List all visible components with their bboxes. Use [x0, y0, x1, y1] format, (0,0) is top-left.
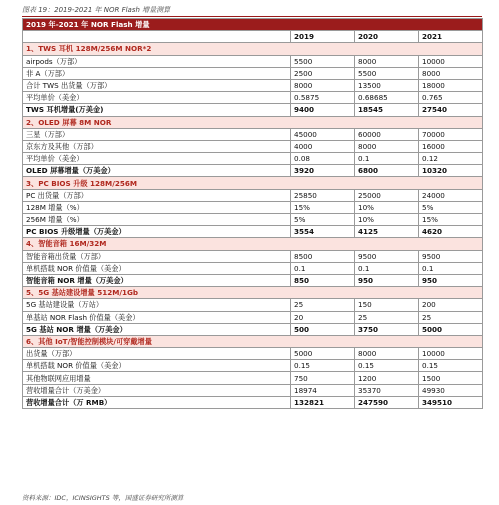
value-cell-2021: 16000 [419, 140, 483, 152]
value-cell-2021: 70000 [419, 128, 483, 140]
value-cell-2020: 150 [355, 299, 419, 311]
year-header: 2019 [291, 31, 355, 43]
value-cell-2019: 18974 [291, 384, 355, 396]
section-header-row [23, 238, 483, 250]
source-note: 资料来源：IDC，ICINSIGHTS 等，国盛证券研究所测算 [22, 494, 184, 502]
value-cell-2019: 5500 [291, 55, 355, 67]
row-label: 合计 TWS 出货量（万部） [23, 79, 291, 91]
table-row [23, 372, 483, 384]
value-cell-2019: 15% [291, 201, 355, 213]
row-label: 其他物联网应用增量 [23, 372, 291, 384]
value-cell-2020: 13500 [355, 79, 419, 91]
table-row [23, 214, 483, 226]
value-cell-2021: 25 [419, 311, 483, 323]
total-row [23, 165, 483, 177]
value-cell-2020: 25000 [355, 189, 419, 201]
value-cell-2020: 0.1 [355, 153, 419, 165]
row-label: 营收增量合计（万美金） [23, 384, 291, 396]
table-row [23, 55, 483, 67]
row-label: 128M 增量（%） [23, 201, 291, 213]
value-cell-2019: 25850 [291, 189, 355, 201]
value-cell-2021: 15% [419, 214, 483, 226]
value-cell-2021: 0.12 [419, 153, 483, 165]
total-row [23, 396, 483, 408]
row-label: TWS 耳机增量(万美金) [23, 104, 291, 116]
value-cell-2021: 10000 [419, 55, 483, 67]
section-title: 3、PC BIOS 升级 128M/256M [23, 177, 483, 189]
value-cell-2020: 0.1 [355, 262, 419, 274]
total-row [23, 104, 483, 116]
value-cell-2021: 49930 [419, 384, 483, 396]
value-cell-2021: 24000 [419, 189, 483, 201]
table-title: 2019 年-2021 年 NOR Flash 增量 [23, 19, 483, 31]
row-label: 出货量（万部） [23, 348, 291, 360]
value-cell-2020: 8000 [355, 348, 419, 360]
value-cell-2020: 18545 [355, 104, 419, 116]
value-cell-2019: 45000 [291, 128, 355, 140]
value-cell-2020: 0.15 [355, 360, 419, 372]
row-label: 256M 增量（%） [23, 214, 291, 226]
table-row [23, 79, 483, 91]
table-row [23, 153, 483, 165]
value-cell-2019: 500 [291, 323, 355, 335]
value-cell-2019: 3554 [291, 226, 355, 238]
value-cell-2019: 3920 [291, 165, 355, 177]
value-cell-2019: 5000 [291, 348, 355, 360]
total-row [23, 226, 483, 238]
row-label: 智能音箱出货量（万部） [23, 250, 291, 262]
total-row [23, 323, 483, 335]
value-cell-2019: 9400 [291, 104, 355, 116]
year-header-row [23, 31, 483, 43]
table-row [23, 92, 483, 104]
value-cell-2019: 25 [291, 299, 355, 311]
value-cell-2019: 8500 [291, 250, 355, 262]
section-header-row [23, 177, 483, 189]
value-cell-2019: 0.15 [291, 360, 355, 372]
value-cell-2020: 4125 [355, 226, 419, 238]
value-cell-2019: 0.5875 [291, 92, 355, 104]
row-label: PC 出货量（万部） [23, 189, 291, 201]
value-cell-2021: 27540 [419, 104, 483, 116]
row-label: 平均单价（美金） [23, 92, 291, 104]
table-row [23, 311, 483, 323]
table-row [23, 384, 483, 396]
value-cell-2021: 0.765 [419, 92, 483, 104]
value-cell-2021: 9500 [419, 250, 483, 262]
table-row [23, 189, 483, 201]
section-title: 6、其他 IoT/智能控制模块/可穿戴增量 [23, 335, 483, 347]
table-row [23, 348, 483, 360]
value-cell-2021: 200 [419, 299, 483, 311]
section-header-row [23, 43, 483, 55]
table-row [23, 262, 483, 274]
table-title-row [23, 19, 483, 31]
section-title: 5、5G 基站建设增量 512M/1Gb [23, 287, 483, 299]
value-cell-2020: 35370 [355, 384, 419, 396]
value-cell-2019: 132821 [291, 396, 355, 408]
value-cell-2021: 8000 [419, 67, 483, 79]
value-cell-2021: 950 [419, 274, 483, 286]
value-cell-2019: 0.1 [291, 262, 355, 274]
table-row [23, 299, 483, 311]
value-cell-2019: 8000 [291, 79, 355, 91]
row-label: 平均单价（美金） [23, 153, 291, 165]
nor-flash-table [22, 18, 483, 409]
value-cell-2020: 8000 [355, 55, 419, 67]
value-cell-2019: 20 [291, 311, 355, 323]
row-label: 单机搭载 NOR 价值量（美金） [23, 262, 291, 274]
value-cell-2019: 850 [291, 274, 355, 286]
value-cell-2019: 750 [291, 372, 355, 384]
value-cell-2020: 10% [355, 201, 419, 213]
year-header: 2020 [355, 31, 419, 43]
header-blank-cell [23, 31, 291, 43]
table-row [23, 360, 483, 372]
row-label: OLED 屏幕增量（万美金） [23, 165, 291, 177]
section-title: 1、TWS 耳机 128M/256M NOR*2 [23, 43, 483, 55]
value-cell-2021: 4620 [419, 226, 483, 238]
section-header-row [23, 116, 483, 128]
section-header-row [23, 335, 483, 347]
table-row [23, 250, 483, 262]
year-header: 2021 [419, 31, 483, 43]
value-cell-2021: 0.15 [419, 360, 483, 372]
value-cell-2020: 9500 [355, 250, 419, 262]
value-cell-2020: 6800 [355, 165, 419, 177]
value-cell-2020: 247590 [355, 396, 419, 408]
table-row [23, 201, 483, 213]
value-cell-2020: 1200 [355, 372, 419, 384]
value-cell-2019: 0.08 [291, 153, 355, 165]
row-label: airpods（万部） [23, 55, 291, 67]
value-cell-2021: 5% [419, 201, 483, 213]
table-row [23, 128, 483, 140]
total-row [23, 274, 483, 286]
value-cell-2020: 950 [355, 274, 419, 286]
row-label: PC BIOS 升级增量（万美金） [23, 226, 291, 238]
value-cell-2019: 5% [291, 214, 355, 226]
value-cell-2021: 10320 [419, 165, 483, 177]
value-cell-2020: 8000 [355, 140, 419, 152]
value-cell-2020: 10% [355, 214, 419, 226]
row-label: 单基站 NOR Flash 价值量（美金） [23, 311, 291, 323]
value-cell-2021: 10000 [419, 348, 483, 360]
row-label: 5G 基站建设量（万站） [23, 299, 291, 311]
section-title: 4、智能音箱 16M/32M [23, 238, 483, 250]
table-row [23, 67, 483, 79]
row-label: 单机搭载 NOR 价值量（美金） [23, 360, 291, 372]
section-header-row [23, 287, 483, 299]
row-label: 5G 基站 NOR 增量（万美金） [23, 323, 291, 335]
value-cell-2020: 25 [355, 311, 419, 323]
value-cell-2021: 18000 [419, 79, 483, 91]
value-cell-2019: 2500 [291, 67, 355, 79]
value-cell-2020: 3750 [355, 323, 419, 335]
value-cell-2020: 5500 [355, 67, 419, 79]
value-cell-2021: 349510 [419, 396, 483, 408]
value-cell-2019: 4000 [291, 140, 355, 152]
value-cell-2021: 1500 [419, 372, 483, 384]
row-label: 三星（万部） [23, 128, 291, 140]
row-label: 京东方及其他（万部） [23, 140, 291, 152]
figure-caption: 图表 19：2019-2021 年 NOR Flash 增量测算 [22, 4, 482, 17]
section-title: 2、OLED 屏幕 8M NOR [23, 116, 483, 128]
value-cell-2021: 5000 [419, 323, 483, 335]
value-cell-2020: 60000 [355, 128, 419, 140]
value-cell-2021: 0.1 [419, 262, 483, 274]
row-label: 智能音箱 NOR 增量（万美金） [23, 274, 291, 286]
row-label: 非 A（万部） [23, 67, 291, 79]
table-row [23, 140, 483, 152]
value-cell-2020: 0.68685 [355, 92, 419, 104]
row-label: 营收增量合计（万 RMB） [23, 396, 291, 408]
